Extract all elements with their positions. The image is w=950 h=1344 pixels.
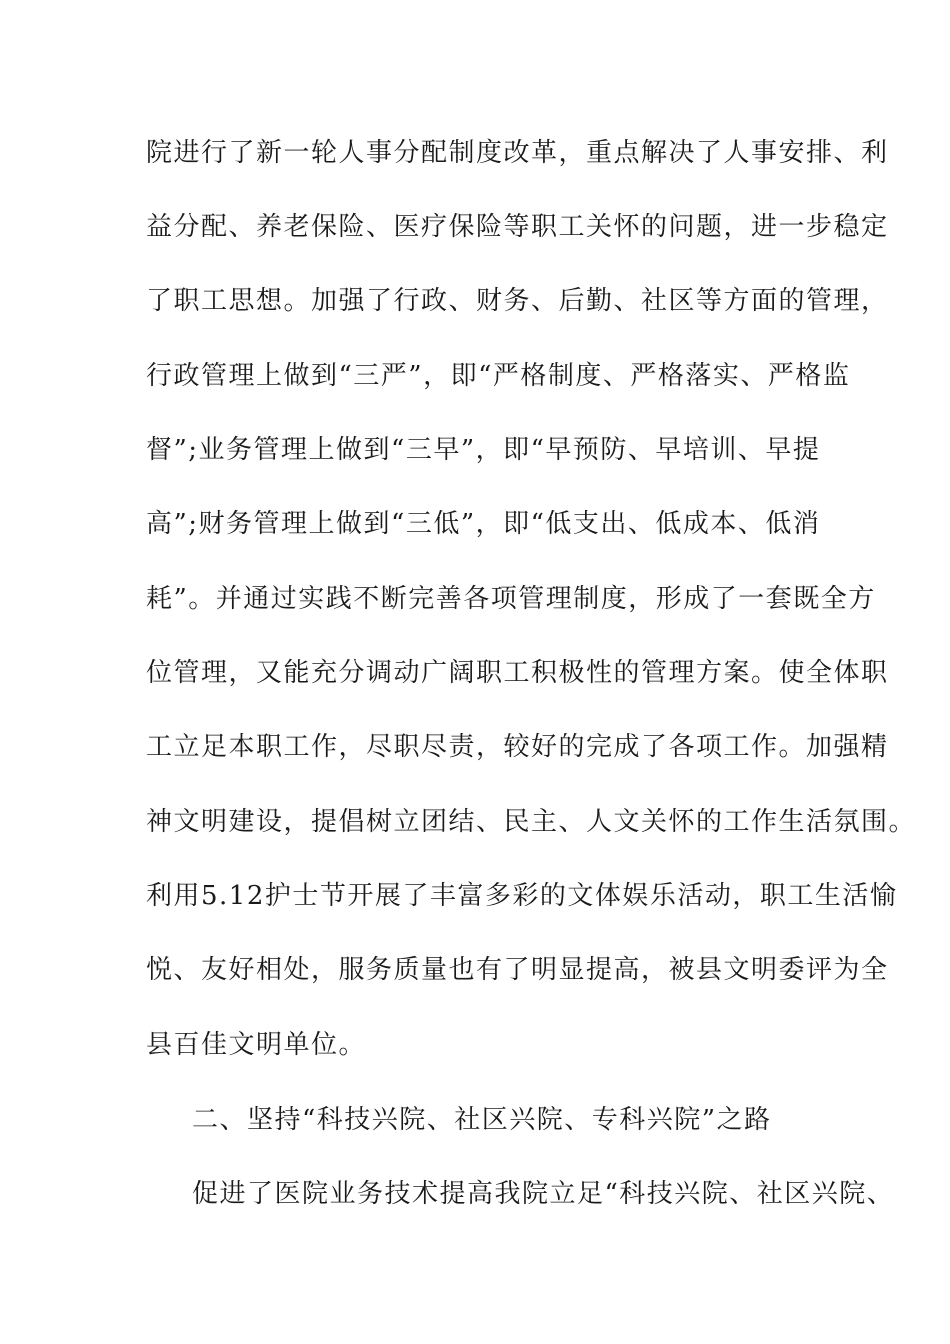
body-text-line-11: 利用5.12护士节开展了丰富多彩的文体娱乐活动，职工生活愉 bbox=[146, 881, 898, 911]
body-text-line-2: 益分配、养老保险、医疗保险等职工关怀的问题，进一步稳定 bbox=[146, 212, 889, 242]
body-text-line-6: 高”;财务管理上做到“三低”，即“低支出、低成本、低消 bbox=[146, 509, 821, 539]
body-text-line-10: 神文明建设，提倡树立团结、民主、人文关怀的工作生活氛围。 bbox=[146, 807, 917, 837]
body-text-line-13: 县百佳文明单位。 bbox=[146, 1030, 367, 1060]
next-paragraph-line-1: 促进了医院业务技术提高我院立足“科技兴院、社区兴院、 bbox=[192, 1179, 895, 1209]
body-text-line-5: 督”;业务管理上做到“三早”，即“早预防、早培训、早提 bbox=[146, 435, 821, 465]
section-heading: 二、坚持“科技兴院、社区兴院、专科兴院”之路 bbox=[192, 1105, 772, 1135]
body-text-line-9: 工立足本职工作，尽职尽责，较好的完成了各项工作。加强精 bbox=[146, 732, 889, 762]
body-text-line-7: 耗”。并通过实践不断完善各项管理制度，形成了一套既全方 bbox=[146, 584, 876, 614]
body-text-line-8: 位管理，又能充分调动广阔职工积极性的管理方案。使全体职 bbox=[146, 658, 889, 688]
body-text-line-12: 悦、友好相处，服务质量也有了明显提高，被县文明委评为全 bbox=[146, 955, 889, 985]
body-text-line-3: 了职工思想。加强了行政、财务、后勤、社区等方面的管理， bbox=[146, 286, 889, 316]
body-text-line-4: 行政管理上做到“三严”，即“严格制度、严格落实、严格监 bbox=[146, 361, 851, 391]
body-text-line-1: 院进行了新一轮人事分配制度改革，重点解决了人事安排、利 bbox=[146, 138, 889, 168]
